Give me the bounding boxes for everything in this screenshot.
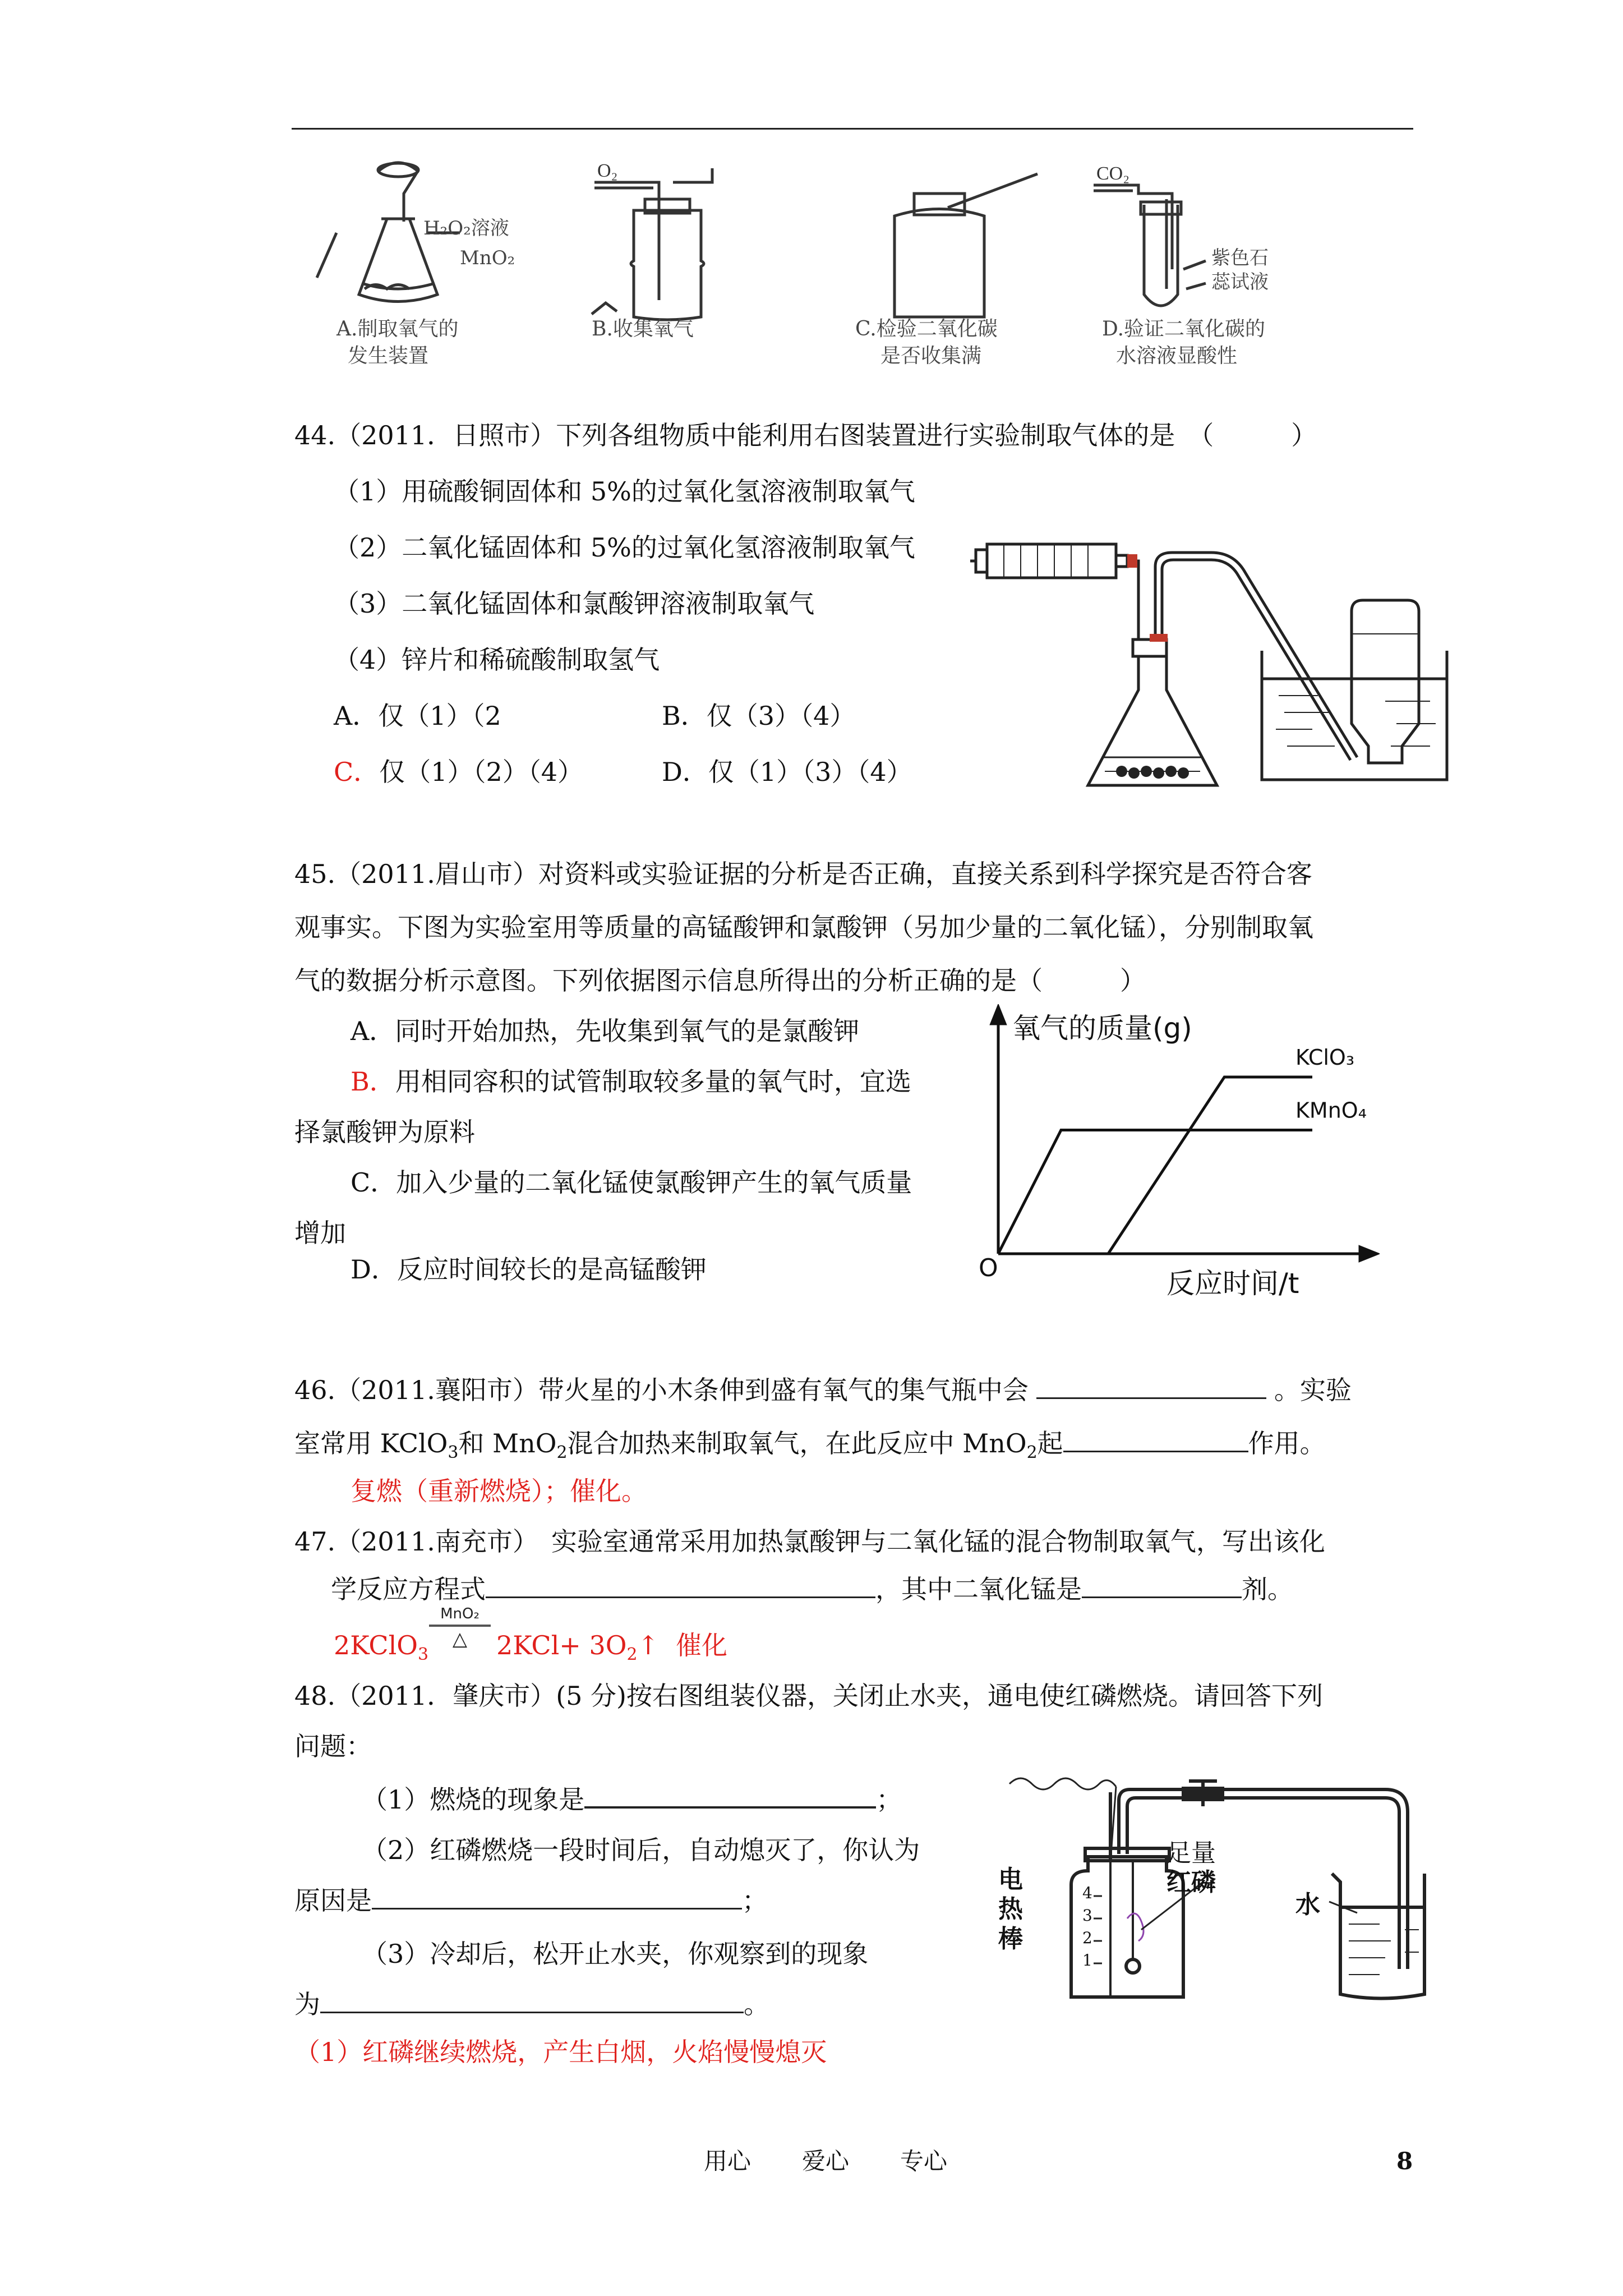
q46-l2-sub2: 2 — [556, 1443, 568, 1463]
page-number: 8 — [1396, 2147, 1413, 2175]
q44-option-1: （1）用硫酸铜固体和 5%的过氧化氢溶液制取氧气 — [334, 476, 915, 507]
q46-line-1 — [294, 1374, 1352, 1406]
q48-sub-2: （2）红磷燃烧一段时间后，自动熄灭了，你认为 — [362, 1835, 920, 1865]
q48-blank-1[interactable] — [584, 1784, 876, 1809]
label-phosphorus-2: 红磷 — [1166, 1868, 1216, 1897]
q48-line-1: 48.（2011．肇庆市）(5 分)按右图组装仪器，关闭止水夹，通电使红磷燃烧。请回答下列 — [294, 1681, 1324, 1711]
a-caption-2: 发生装置 — [348, 344, 429, 367]
q47-line-2 — [331, 1573, 1293, 1605]
red-phosphorus-apparatus-illustration — [998, 1773, 1458, 2008]
chart-x-label: 反应时间/t — [1166, 1267, 1299, 1300]
q44-choice-d: D．仅（1）（3）（4） — [662, 757, 912, 787]
q47-eq-heat: △ — [452, 1628, 468, 1650]
q44-option-2: （2）二氧化锰固体和 5%的过氧化氢溶液制取氧气 — [334, 532, 915, 563]
q46-l2-sub3: 2 — [1026, 1443, 1038, 1463]
footer-motto-2: 爱心 — [802, 2147, 850, 2175]
chart-x-arrow — [1360, 1247, 1377, 1260]
c-caption-2: 是否收集满 — [880, 344, 982, 367]
q47-eq-arrow: ↑ — [637, 1630, 660, 1660]
q48-blank-3[interactable] — [320, 1989, 744, 2013]
q48-answer: （1）红磷继续燃烧，产生白烟，火焰慢慢熄灭 — [294, 2037, 827, 2067]
q48-sub-3-cont — [294, 1989, 769, 2020]
b-caption: B.收集氧气 — [592, 318, 694, 341]
header-rule — [292, 128, 1413, 130]
chart-y-arrow — [992, 1007, 1005, 1024]
q47-eq-left — [334, 1630, 428, 1671]
d-caption-1: D.验证二氧化碳的 — [1102, 318, 1266, 341]
oxygen-mass-chart — [976, 1004, 1380, 1301]
q44-option-4: （4）锌片和稀硫酸制取氢气 — [334, 645, 660, 675]
q44-choice-c — [334, 756, 583, 788]
q46-l2-e: 作用。 — [1248, 1428, 1326, 1458]
q44-answer-letter: C． — [334, 757, 380, 787]
q47-eq-right-sub: 2 — [626, 1645, 638, 1665]
q44-choice-a: A．仅（1）（2 — [334, 701, 501, 731]
chart-origin: O — [979, 1254, 998, 1282]
d-caption-2: 水溶液显酸性 — [1116, 344, 1238, 367]
q47-l2-b: ，其中二氧化锰是 — [875, 1574, 1082, 1604]
scale-4: 4 — [1082, 1884, 1092, 1902]
q47-eq-catalyst: MnO₂ — [440, 1605, 479, 1622]
q48-sub-2-end: ； — [742, 1885, 768, 1916]
footer-motto-3: 专心 — [900, 2147, 948, 2175]
q47-eq-right — [496, 1630, 659, 1671]
q44-choice-c-text: 仅（1）（2）（4） — [379, 757, 584, 787]
q48-sub-3: （3）冷却后，松开止水夹，你观察到的现象 — [362, 1939, 869, 1969]
label-phosphorus-1: 足量 — [1166, 1839, 1216, 1867]
q45-answer-letter: B． — [351, 1066, 395, 1097]
q46-l2-b: 和 MnO — [458, 1428, 557, 1458]
q47-l2-c: 剂。 — [1242, 1574, 1293, 1604]
q45-line-2: 观事实。下图为实验室用等质量的高锰酸钾和氯酸钾（另加少量的二氧化锰），分别制取氧 — [294, 912, 1313, 942]
label-water: 水 — [1295, 1890, 1320, 1919]
q45-option-b-text: 用相同容积的试管制取较多量的氧气时，宜选 — [395, 1066, 911, 1097]
scale-1: 1 — [1082, 1951, 1092, 1970]
a-reagent-1: H₂O₂溶液 — [423, 217, 509, 240]
d-reagent-2: 蕊试液 — [1211, 271, 1269, 293]
q45-line-1: 45.（2011.眉山市）对资料或实验证据的分析是否正确，直接关系到科学探究是否符合客 — [294, 859, 1312, 889]
q47-eq-left-sub: 3 — [418, 1645, 429, 1665]
scale-3: 3 — [1082, 1906, 1092, 1925]
series-line-kclo3 — [1108, 1077, 1312, 1254]
label-electric-rod-2: 热 — [998, 1895, 1023, 1924]
q46-l2-a: 室常用 KClO — [294, 1428, 448, 1458]
q43-figure-row — [314, 149, 1380, 390]
q46-blank-1[interactable] — [1036, 1375, 1266, 1399]
q47-eq-condition — [429, 1605, 491, 1650]
q47-eq-bar — [429, 1625, 491, 1627]
scale-2: 2 — [1082, 1929, 1092, 1947]
q46-l2-d: 起 — [1037, 1428, 1063, 1458]
q47-eq-left-text: 2KClO — [334, 1630, 418, 1660]
series-label-kmno4: KMnO₄ — [1295, 1098, 1367, 1123]
q46-line-2 — [294, 1428, 1326, 1469]
q45-option-c-cont: 增加 — [294, 1218, 346, 1248]
q47-blank-2[interactable] — [1082, 1574, 1242, 1598]
q46-l2-sub1: 3 — [448, 1443, 459, 1463]
q45-option-c: C．加入少量的二氧化锰使氯酸钾产生的氧气质量 — [351, 1167, 912, 1198]
q48-sub-1 — [362, 1784, 902, 1815]
q45-option-d: D．反应时间较长的是高锰酸钾 — [351, 1254, 707, 1285]
q45-option-b-cont: 择氯酸钾为原料 — [294, 1117, 475, 1147]
series-line-kmno4 — [998, 1130, 1312, 1254]
q48-line-2: 问题： — [294, 1731, 372, 1761]
q47-l2-a: 学反应方程式 — [331, 1574, 486, 1604]
q48-apparatus — [998, 1773, 1458, 2008]
d-gas-label: CO₂ — [1096, 163, 1130, 184]
q48-sub-2-text: 原因是 — [294, 1885, 372, 1916]
q47-line-1: 47.（2011.南充市） 实验室通常采用加热氯酸钾与二氧化锰的混合物制取氧气，写出该化 — [294, 1526, 1325, 1557]
q45-option-a: A．同时开始加热，先收集到氧气的是氯酸钾 — [351, 1016, 860, 1046]
q45-option-b — [351, 1066, 911, 1097]
a-reagent-2: MnO₂ — [460, 247, 515, 269]
q48-blank-2[interactable] — [372, 1885, 742, 1910]
chart-y-label: 氧气的质量(g) — [1012, 1012, 1192, 1045]
q46-line-1-text: 46.（2011.襄阳市）带火星的小木条伸到盛有氧气的集气瓶中会 — [294, 1375, 1029, 1405]
c-caption-1: C.检验二氧化碳 — [855, 318, 998, 341]
d-reagent-1: 紫色石 — [1211, 247, 1269, 269]
q48-sub-1-end: ； — [876, 1784, 902, 1815]
q44-apparatus-illustration — [970, 522, 1453, 791]
q46-line-1-end: 。实验 — [1274, 1375, 1352, 1405]
a-caption-1: A.制取氧气的 — [336, 318, 459, 341]
q48-sub-1-text: （1）燃烧的现象是 — [362, 1784, 585, 1815]
q48-sub-2-cont — [294, 1885, 768, 1916]
q44-stem: 44.（2011．日照市）下列各组物质中能利用右图装置进行实验制取气体的是 （ ） — [294, 420, 1317, 450]
q47-eq-right-text: 2KCl+ 3O — [496, 1630, 627, 1660]
series-label-kclo3: KClO₃ — [1295, 1045, 1355, 1070]
q44-choice-b: B．仅（3）（4） — [662, 701, 856, 731]
label-electric-rod-3: 棒 — [998, 1925, 1023, 1953]
label-electric-rod-1: 电 — [998, 1865, 1023, 1894]
b-gas-label: O₂ — [597, 160, 618, 181]
q48-sub-3-end: 。 — [744, 1989, 769, 2019]
q46-blank-2[interactable] — [1063, 1428, 1248, 1452]
q47-answer-2: 催化 — [676, 1630, 727, 1660]
q46-answer: 复燃（重新燃烧）；催化。 — [351, 1476, 647, 1506]
q45-line-3: 气的数据分析示意图。下列依据图示信息所得出的分析正确的是（ ） — [294, 965, 1146, 996]
footer-motto-1: 用心 — [704, 2147, 751, 2175]
q44-option-3: （3）二氧化锰固体和氯酸钾溶液制取氧气 — [334, 588, 815, 619]
q48-sub-3-text: 为 — [294, 1989, 320, 2019]
q47-blank-1[interactable] — [486, 1574, 875, 1598]
q46-l2-c: 混合加热来制取氧气，在此反应中 MnO — [567, 1428, 1027, 1458]
